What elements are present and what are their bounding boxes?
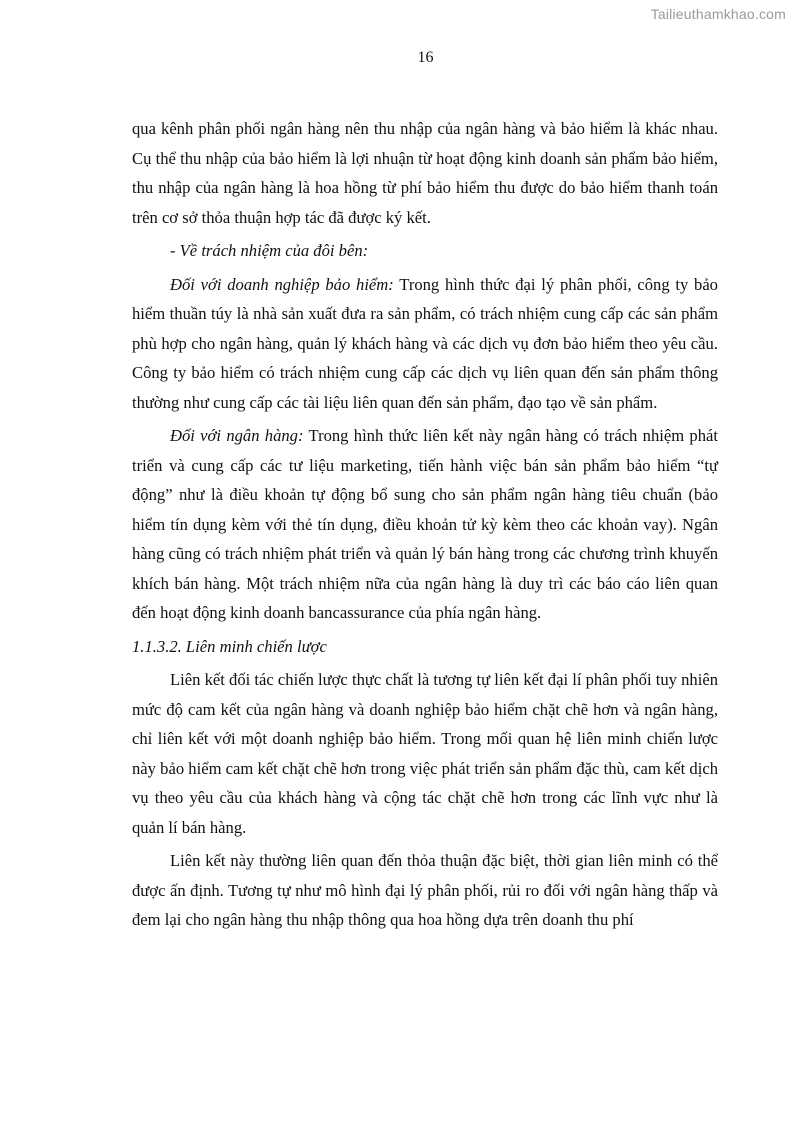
- paragraph-continuation: qua kênh phân phối ngân hàng nên thu nhập của ngân hàng và bảo hiểm là khác nhau. Cụ thể thu nhập của bảo hiểm là lợi nhuận từ hoạt động kinh doanh sản phẩm bảo hiểm, thu nhập của ngân hàng là hoa hồng từ phí bảo hiểm thu được do bảo hiểm thanh toán trên cơ sở thỏa thuận hợp tác đã được ký kết.: [132, 119, 718, 227]
- paragraph-strategic-alliance: Liên kết đối tác chiến lược thực chất là tương tự liên kết đại lí phân phối tuy nhiên mức độ cam kết của ngân hàng và doanh nghiệp bảo hiểm chặt chẽ hơn và ngân hàng, chỉ liên kết với một doanh nghiệp bảo hiểm. Trong mối quan hệ liên minh chiến lược này bảo hiểm cam kết chặt chẽ hơn trong việc phát triển sản phẩm đặc thù, cam kết dịch vụ theo yêu cầu của khách hàng và cộng tác chặt chẽ hơn trong các lĩnh vực như là quản lí bán hàng.: [132, 670, 718, 837]
- document-body: [132, 114, 718, 939]
- watermark: Tailieuthamkhao.com: [650, 6, 786, 22]
- page-number: 16: [417, 49, 434, 66]
- paragraph-bank-responsibility: [132, 421, 718, 628]
- paragraph-body-bank: Trong hình thức liên kết này ngân hàng có trách nhiệm phát triển và cung cấp các tư liệu marketing, tiến hành việc bán sản phẩm bảo hiểm “tự động” như là điều khoản tự động bổ sung cho sản phẩm ngân hàng tiêu chuẩn (bảo hiểm tín dụng kèm với thẻ tín dụng, điều khoản tử kỳ kèm theo các khoản vay). Ngân hàng cũng có trách nhiệm phát triển và quản lý bán hàng trong các chương trình khuyến khích bán hàng. Một trách nhiệm nữa của ngân hàng là duy trì các báo cáo liên quan đến hoạt động kinh doanh bancassurance của phía ngân hàng.: [132, 426, 718, 622]
- paragraph-lead-insurer: Đối với doanh nghiệp bảo hiểm:: [170, 274, 394, 294]
- subsection-bullet: - Về trách nhiệm của đôi bên:: [170, 241, 369, 260]
- paragraph-body-insurer: Trong hình thức đại lý phân phối, công ty bảo hiểm thuần túy là nhà sản xuất đưa ra sản phẩm, có trách nhiệm cung cấp các sản phẩm phù hợp cho ngân hàng, quản lý khách hàng và các dịch vụ đơn bảo hiểm theo yêu cầu. Công ty bảo hiểm có trách nhiệm cung cấp các dịch vụ liên quan đến sản phẩm thông thường như cung cấp các tài liệu liên quan đến sản phẩm, đạo tạo về sản phẩm.: [132, 274, 718, 412]
- paragraph-alliance-terms: Liên kết này thường liên quan đến thỏa thuận đặc biệt, thời gian liên minh có thể được ấn định. Tương tự như mô hình đại lý phân phối, rủi ro đối với ngân hàng thấp và đem lại cho ngân hàng thu nhập thông qua hoa hồng dựa trên doanh thu phí: [132, 851, 718, 929]
- section-heading: 1.1.3.2. Liên minh chiến lược: [132, 636, 327, 656]
- paragraph-insurer-responsibility: [132, 270, 718, 418]
- paragraph-lead-bank: Đối với ngân hàng:: [170, 426, 304, 445]
